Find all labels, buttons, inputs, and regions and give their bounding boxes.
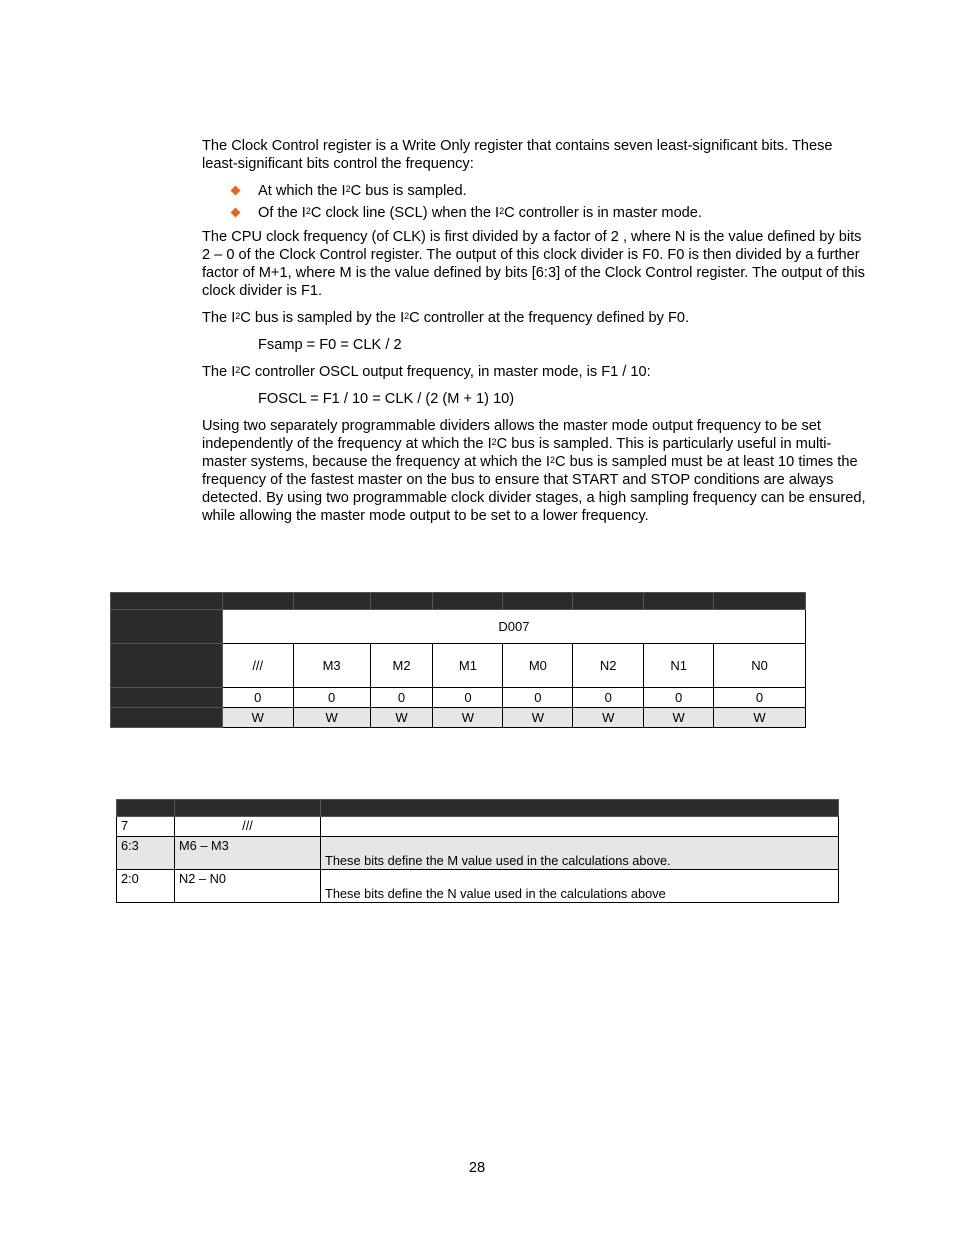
register-address-row bbox=[111, 610, 806, 644]
access-value: W bbox=[573, 708, 644, 728]
bit-range: 6:3 bbox=[117, 837, 175, 870]
dividers-paragraph: Using two separately programmable dividers allows the master mode output frequency to be set independently of the frequency at which the $I^2C$ bus is sampled. This is particularly useful in multi-master systems, because the frequency at which the $I^2C$ bus is sampled must be at least 10 times the frequency of the fastest master on the bus to ensure that START and STOP conditions are always detected. By using two programmable clock divider stages, a high sampling frequency can be ensured, while allowing the master mode output to be set to a lower frequency. bbox=[202, 418, 866, 524]
bullet-item-clock-line: Of the $I^2C$ clock line (SCL) when the $I^2C$ controller is in master mode. bbox=[202, 204, 868, 222]
intro-paragraph: The Clock Control register is a Write Only register that contains seven least-significant bits. These least-significant bits control the frequency: bbox=[202, 138, 833, 172]
field-name: /// bbox=[175, 817, 321, 837]
register-bits-row bbox=[111, 644, 806, 688]
bit-range: 7 bbox=[117, 817, 175, 837]
sampled-paragraph: The $I^2C$ bus is sampled by the $I^2C$ controller at the frequency defined by F0. bbox=[202, 310, 690, 326]
reset-value: 0 bbox=[573, 688, 644, 708]
field-name: N2 – N0 bbox=[175, 870, 321, 903]
table-row bbox=[117, 837, 839, 870]
oscl-paragraph: The $I^2C$ controller OSCL output frequency, in master mode, is F1 / 10: bbox=[202, 364, 651, 380]
description-header-row bbox=[117, 800, 839, 817]
access-value: W bbox=[293, 708, 370, 728]
cpu-clock-paragraph: The CPU clock frequency (of CLK) is first divided by a factor of 2 , where N is the value defined by bits 2 – 0 of the Clock Control register. The output of this clock divider is F0. F0 is then divided by a further factor of M+1, where M is the value defined by bits [6:3] of the Clock Control register. The output of this clock divider is F1. bbox=[202, 229, 865, 299]
access-value: W bbox=[503, 708, 573, 728]
access-value: W bbox=[644, 708, 714, 728]
reset-value: 0 bbox=[644, 688, 714, 708]
bit-name: M1 bbox=[433, 644, 503, 688]
diamond-bullet-icon bbox=[231, 208, 241, 218]
field-description bbox=[321, 817, 839, 837]
bullet-item-sampled: At which the $I^2C$ bus is sampled. bbox=[202, 182, 868, 200]
access-value: W bbox=[433, 708, 503, 728]
foscl-equation: FOSCL = F1 / 10 = CLK / (2 (M + 1) 10) bbox=[258, 391, 515, 407]
bit-name: M3 bbox=[293, 644, 370, 688]
bit-name: N2 bbox=[573, 644, 644, 688]
register-access-row bbox=[111, 708, 806, 728]
register-reset-row bbox=[111, 688, 806, 708]
access-value: W bbox=[222, 708, 293, 728]
body-text bbox=[202, 137, 868, 534]
reset-value: 0 bbox=[370, 688, 433, 708]
bullet-list bbox=[202, 182, 868, 222]
bit-name: M0 bbox=[503, 644, 573, 688]
bit-name: N1 bbox=[644, 644, 714, 688]
bit-name: /// bbox=[222, 644, 293, 688]
diamond-bullet-icon bbox=[231, 186, 241, 196]
register-header-row bbox=[111, 593, 806, 610]
field-description: These bits define the N value used in the calculations above bbox=[321, 870, 839, 903]
fsamp-equation: Fsamp = F0 = CLK / 2 bbox=[258, 337, 402, 353]
reset-value: 0 bbox=[433, 688, 503, 708]
reset-value: 0 bbox=[714, 688, 806, 708]
bit-name: M2 bbox=[370, 644, 433, 688]
reset-value: 0 bbox=[293, 688, 370, 708]
access-value: W bbox=[714, 708, 806, 728]
bit-description-table bbox=[116, 799, 839, 903]
field-description: These bits define the M value used in the calculations above. bbox=[321, 837, 839, 870]
register-table bbox=[110, 592, 806, 728]
table-row bbox=[117, 817, 839, 837]
access-value: W bbox=[370, 708, 433, 728]
page-number: 28 bbox=[468, 1160, 486, 1176]
field-name: M6 – M3 bbox=[175, 837, 321, 870]
bit-name: N0 bbox=[714, 644, 806, 688]
bit-range: 2:0 bbox=[117, 870, 175, 903]
reset-value: 0 bbox=[503, 688, 573, 708]
register-address: D007 bbox=[222, 610, 805, 644]
reset-value: 0 bbox=[222, 688, 293, 708]
table-row bbox=[117, 870, 839, 903]
